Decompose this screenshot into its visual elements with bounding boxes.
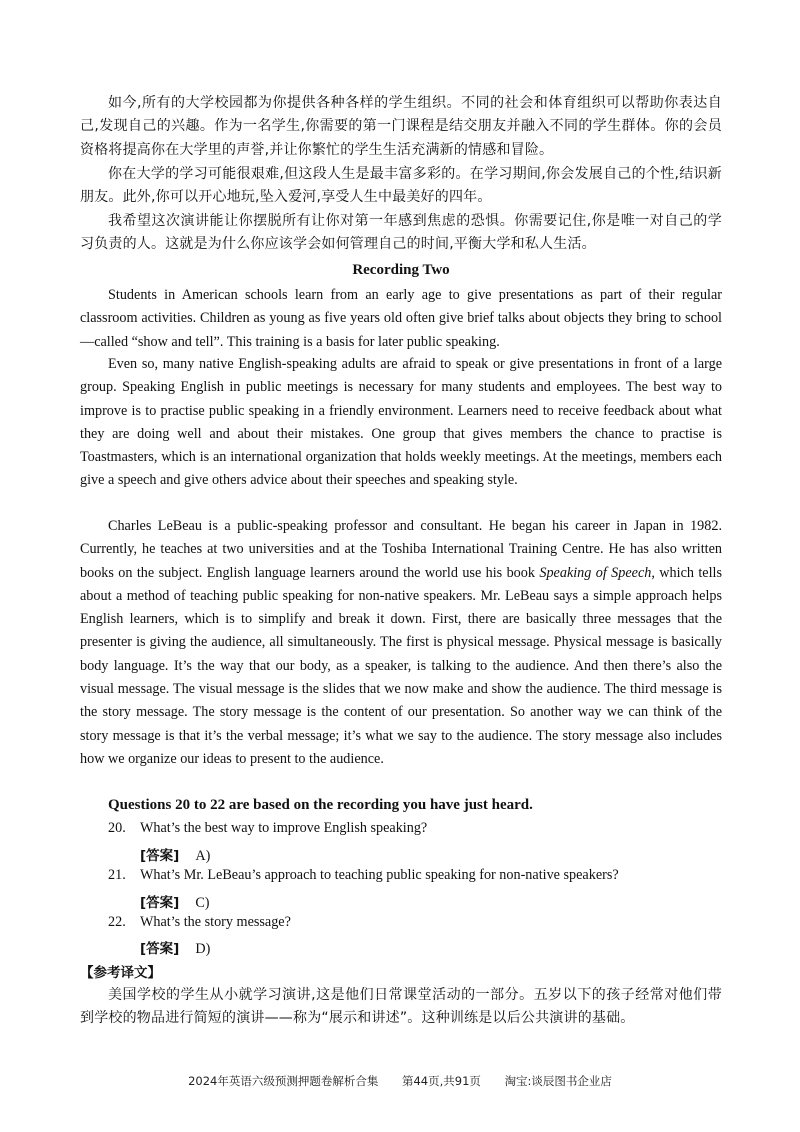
answer-label: [答案] <box>140 895 180 911</box>
footer-title: 2024年英语六级预测押题卷解析合集 <box>188 1074 379 1088</box>
recording-paragraph-3 <box>80 515 722 771</box>
question-number: 21. <box>108 867 126 883</box>
answer-20 <box>140 844 210 865</box>
footer-page-number: 第44页,共91页 <box>401 1074 481 1088</box>
question-20 <box>108 820 427 837</box>
answer-21 <box>140 891 210 912</box>
chinese-paragraph-3: 我希望这次演讲能让你摆脱所有让你对第一年感到焦虑的恐惧。你需要记住,你是唯一对自己的学习负责的人。这就是为什么你应该学会如何管理自己的时间,平衡大学和私人生活。 <box>80 213 722 253</box>
chinese-paragraph-1: 如今,所有的大学校园都为你提供各种各样的学生组织。不同的社会和体育组织可以帮助你表达自己,发现自己的兴趣。作为一名学生,你需要的第一门课程是结交朋友并融入不同的学生群体。你的会员资格将提高你在大学里的声誉,并让你繁忙的学生生活充满新的情感和冒险。 <box>80 95 722 158</box>
answer-label: [答案] <box>140 848 180 864</box>
question-number: 20. <box>108 820 126 836</box>
page-footer <box>0 1073 800 1089</box>
question-text: What’s Mr. LeBeau’s approach to teaching public speaking for non-native speakers? <box>140 867 619 883</box>
answer-value: A) <box>195 848 211 864</box>
recording-paragraph-3-part-a: Charles LeBeau is a public-speaking professor and consultant. He began his career in Japan in 1982. Currently, he teaches at two universities and at the Toshiba International Training Centre. He has also written books on the subject. English language learners around the world use his book <box>80 518 722 581</box>
questions-header: Questions 20 to 22 are based on the recording you have just heard. <box>108 797 533 813</box>
reference-paragraph-1: 美国学校的学生从小就学习演讲,这是他们日常课堂活动的一部分。五岁以下的孩子经常对他们带到学校的物品进行简短的演讲——称为“展示和讲述”。这种训练是以后公共演讲的基础。 <box>80 987 722 1027</box>
reference-translation-header: 【参考译文】 <box>80 965 161 981</box>
answer-value: C) <box>195 895 210 911</box>
question-22 <box>108 914 291 931</box>
answer-22 <box>140 937 210 958</box>
question-text: What’s the best way to improve English speaking? <box>140 820 428 836</box>
recording-paragraph-2: Even so, many native English-speaking adults are afraid to speak or give presentations in front of a large group. Speaking English in public meetings is necessary for many students and employees. The best way to improve is to practise public speaking in a friendly environment. Learners need to receive feedback about what they are doing well and about their mistakes. One group that gives members the chance to practise is Toastmasters, which is an international organization that holds weekly meetings. At the meetings, members each give a speech and give others advice about their speeches and speaking style. <box>80 356 722 489</box>
question-number: 22. <box>108 914 126 930</box>
question-21 <box>108 867 619 884</box>
book-title: Speaking of Speech <box>539 564 652 581</box>
footer-shop: 淘宝:谈辰图书企业店 <box>504 1074 612 1088</box>
question-text: What’s the story message? <box>140 914 291 930</box>
chinese-paragraph-2: 你在大学的学习可能很艰难,但这段人生是最丰富多彩的。在学习期间,你会发展自己的个性,结识新朋友。此外,你可以开心地玩,坠入爱河,享受人生中最美好的四年。 <box>80 166 722 206</box>
answer-value: D) <box>195 941 211 957</box>
recording-two-title: Recording Two <box>352 262 450 278</box>
recording-paragraph-1: Students in American schools learn from an early age to give presentations as part of their regular classroom activities. Children as young as five years old often give brief talks about objects they bring to school—called “show and tell”. This training is a basis for later public speaking. <box>80 287 722 350</box>
answer-label: [答案] <box>140 941 180 957</box>
recording-paragraph-3-part-b: , which tells about a method of teaching public speaking for non-native speakers. Mr. LeBeau says a simple approach helps English learners, which is to simplify and break it down. First, there are basically three messages that the presenter is giving the audience, all simultaneously. The first is physical message. Physical message is basically body language. It’s the way that our body, as a speaker, is talking to the audience. And then there’s also the visual message. The visual message is the slides that we now make and show the audience. The third message is the story message. The story message is the content of our presentation. So another way we can think of the story message is that it’s the verbal message; it’s what we say to the audience. The story message also includes how we organize our ideas to present to the audience. <box>80 564 723 767</box>
